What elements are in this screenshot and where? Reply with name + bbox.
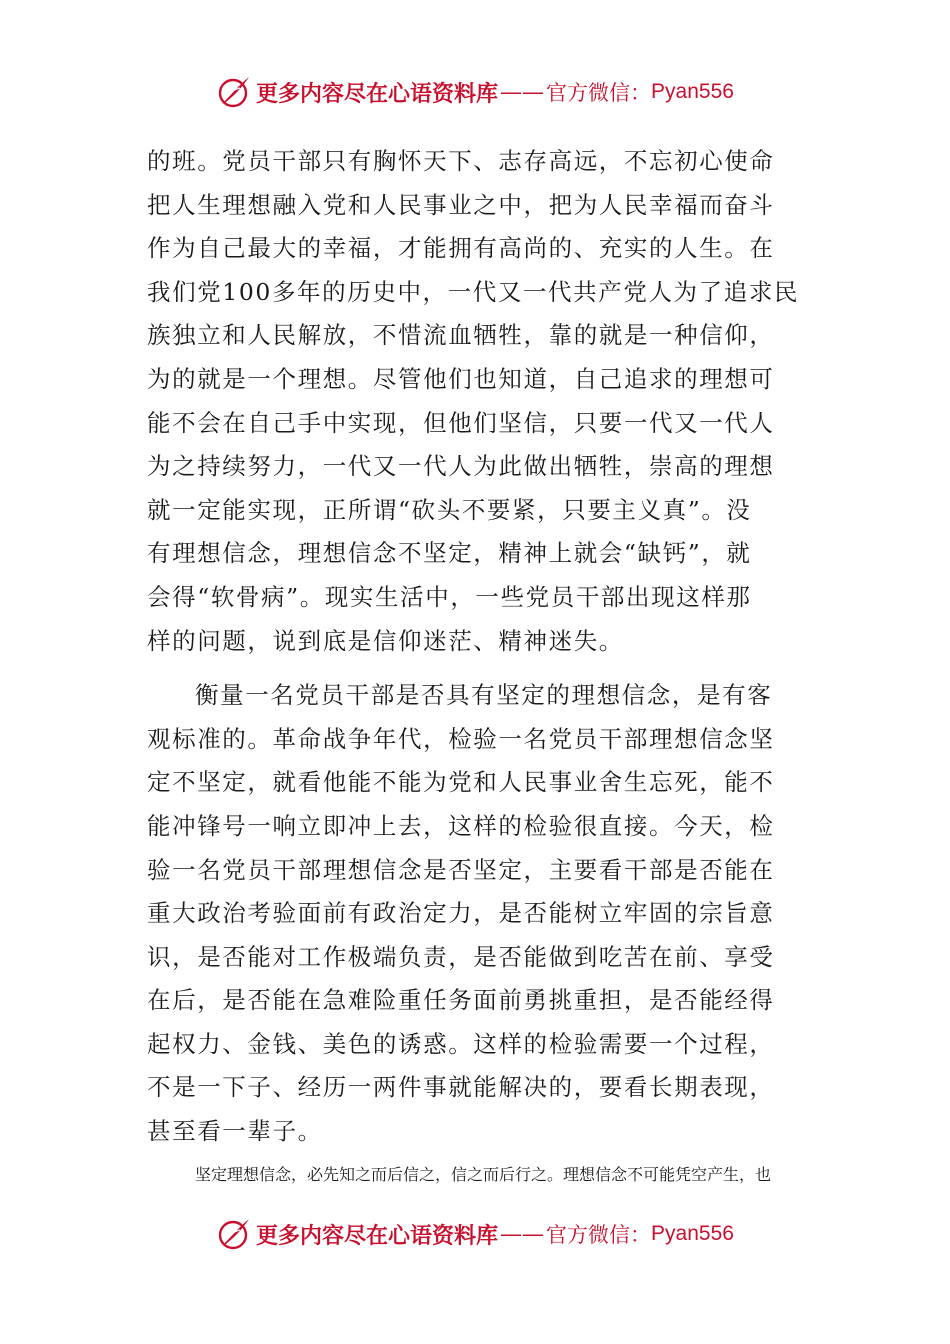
document-body bbox=[147, 140, 807, 1154]
paragraph-gap bbox=[147, 663, 807, 674]
text-line: 能冲锋号一响立即冲上去，这样的检验很直接。今天，检 bbox=[147, 811, 775, 840]
text-line: 把人生理想融入党和人民事业之中，把为人民幸福而奋斗 bbox=[147, 190, 775, 219]
text-line: 观标准的。革命战争年代，检验一名党员干部理想信念坚 bbox=[147, 724, 775, 753]
text-line: 衡量一名党员干部是否具有坚定的理想信念，是有客 bbox=[195, 681, 773, 710]
banner-wechat-label: 官方微信： bbox=[546, 81, 652, 105]
text-line: 重大政治考验面前有政治定力，是否能树立牢固的宗旨意 bbox=[147, 899, 775, 928]
text-line: 定不坚定，就看他能不能为党和人民事业舍生忘死，能不 bbox=[147, 768, 775, 797]
text-line: 为之持续努力，一代又一代人为此做出牺牲，崇高的理想 bbox=[147, 452, 775, 481]
text-line: 起权力、金钱、美色的诱惑。这样的检验需要一个过程， bbox=[147, 1029, 775, 1058]
footer-banner bbox=[0, 1214, 950, 1254]
text-line: 识，是否能对工作极端负责，是否能做到吃苦在前、享受 bbox=[147, 942, 775, 971]
text-line: 的班。党员干部只有胸怀天下、志存高远，不忘初心使命 bbox=[147, 147, 775, 175]
text-line: 甚至看一辈子。 bbox=[147, 1117, 323, 1146]
text-line: 样的问题，说到底是信仰迷茫、精神迷失。 bbox=[147, 626, 624, 655]
quill-logo-icon bbox=[216, 74, 252, 110]
text-line: 在后，是否能在急难险重任务面前勇挑重担，是否能经得 bbox=[147, 986, 775, 1015]
text-line: 我们党100多年的历史中，一代又一代共产党人为了追求民 bbox=[147, 277, 800, 306]
text-line: 族独立和人民解放，不惜流血牺牲，靠的就是一种信仰， bbox=[147, 321, 775, 350]
text-line: 验一名党员干部理想信念是否坚定，主要看干部是否能在 bbox=[147, 855, 775, 884]
text-line: 能不会在自己手中实现，但他们坚信，只要一代又一代人 bbox=[147, 408, 775, 437]
text-line: 不是一下子、经历一两件事就能解决的，要看长期表现， bbox=[147, 1073, 775, 1102]
banner-wechat-label: 官方微信： bbox=[546, 1223, 652, 1247]
banner-wechat-id: Pyan556 bbox=[651, 80, 734, 103]
banner-title: 更多内容尽在心语资料库 bbox=[256, 1222, 499, 1249]
footnote-line: 坚定理想信念，必先知之而后信之，信之而后行之。理想信念不可能凭空产生，也 bbox=[195, 1165, 772, 1184]
text-line: 作为自己最大的幸福，才能拥有高尚的、充实的人生。在 bbox=[147, 234, 775, 263]
text-line: 为的就是一个理想。尽管他们也知道，自己追求的理想可 bbox=[147, 364, 775, 393]
banner-dash: —— bbox=[500, 1221, 545, 1247]
banner-title: 更多内容尽在心语资料库 bbox=[256, 80, 499, 107]
text-line: 会得“软骨病”。现实生活中，一些党员干部出现这样那 bbox=[147, 582, 752, 611]
text-line: 就一定能实现，正所谓“砍头不要紧，只要主义真”。没 bbox=[147, 495, 752, 524]
banner-dash: —— bbox=[500, 79, 545, 105]
quill-logo-icon bbox=[216, 1216, 252, 1252]
banner-wechat-id: Pyan556 bbox=[651, 1222, 734, 1245]
header-banner bbox=[0, 72, 950, 112]
text-line: 有理想信念，理想信念不坚定，精神上就会“缺钙”，就 bbox=[147, 539, 752, 568]
